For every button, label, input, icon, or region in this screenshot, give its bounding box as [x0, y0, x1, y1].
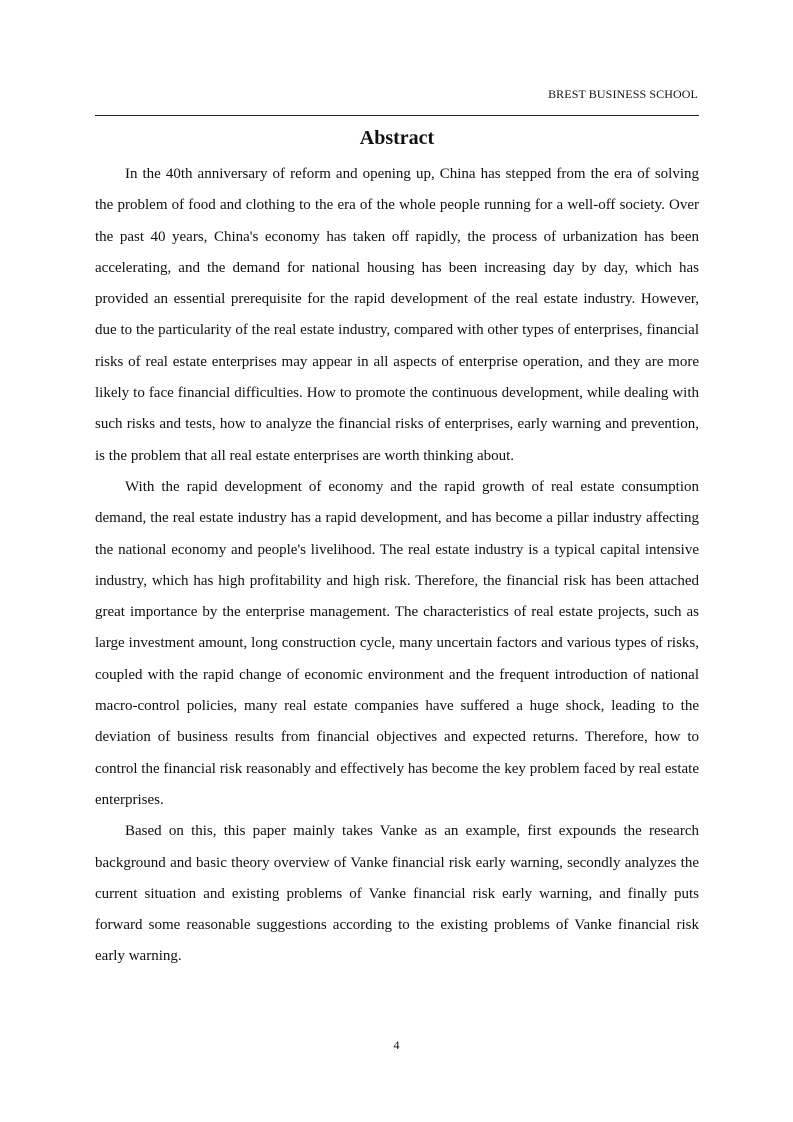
section-title: Abstract	[359, 127, 435, 149]
paragraph-3: Based on this, this paper mainly takes Vanke as an example, first expounds the research background and basic theory overview of Vanke financial risk early warning, secondly analyzes the current situation and existing problems of Vanke financial risk early warning, and finally puts forward some reasonable suggestions according to the existing problems of Vanke financial risk early warning.	[95, 823, 699, 965]
paragraph-2: With the rapid development of economy and the rapid growth of real estate consumption demand, the real estate industry has a rapid development, and has become a pillar industry affecting the national economy and people's livelihood. The real estate industry is a typical capital intensive industry, which has high profitability and high risk. Therefore, the financial risk has been attached great importance by the enterprise management. The characteristics of real estate projects, such as large investment amount, long construction cycle, many uncertain factors and various types of risks, coupled with the rapid change of economic environment and the frequent introduction of national macro-control policies, many real estate companies have suffered a huge shock, leading to the deviation of business results from financial objectives and expected returns. Therefore, how to control the financial risk reasonably and effectively has become the key problem faced by real estate enterprises.	[95, 478, 699, 808]
header-divider	[95, 115, 699, 116]
running-header: BREST BUSINESS SCHOOL	[548, 87, 698, 101]
page-number: 4	[393, 1038, 400, 1052]
abstract-body	[95, 159, 699, 973]
paragraph-1: In the 40th anniversary of reform and opening up, China has stepped from the era of solving the problem of food and clothing to the era of the whole people running for a well-off society. Over the past 40 years, China's economy has taken off rapidly, the process of urbanization has been accelerating, and the demand for national housing has been increasing day by day, which has provided an essential prerequisite for the rapid development of the real estate industry. However, due to the particularity of the real estate industry, compared with other types of enterprises, financial risks of real estate enterprises may appear in all aspects of enterprise operation, and they are more likely to face financial difficulties. How to promote the continuous development, while dealing with such risks and tests, how to analyze the financial risks of enterprises, early warning and prevention, is the problem that all real estate enterprises are worth thinking about.	[95, 166, 699, 464]
